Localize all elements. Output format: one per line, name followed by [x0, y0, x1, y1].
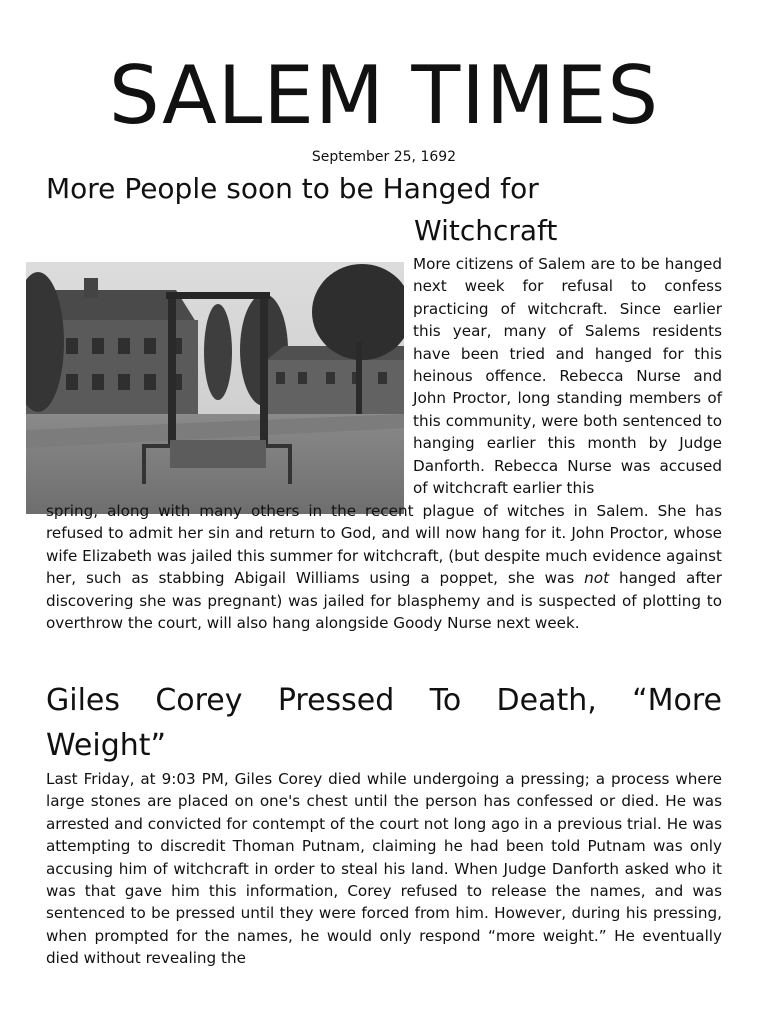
- masthead: SALEM TIMES: [108, 49, 660, 142]
- article1-text-a: spring, along with many others in the recent plague of witches in Salem. She has refused to admit her sin and return to God, and will now hang for it. John Proctor, whose wife Elizabeth was jailed this summer for witchcraft, (but despite much evidence against her, such as stabbing Abigail Williams using a poppet, she was: [46, 502, 722, 588]
- article1-emphasis: not: [584, 569, 610, 588]
- dateline: September 25, 1692: [311, 149, 457, 165]
- article1-headline-line2: Witchcraft: [414, 214, 558, 247]
- article2-body: Last Friday, at 9:03 PM, Giles Corey died while undergoing a pressing; a process where large stones are placed on one's chest until the person has confessed or died. He was arrested and convicted for contempt of the court not long ago in a previous trial. He was attempting to discredit Thoman Putnam, claiming he had been told Putnam was only accusing him of witchcraft in order to steal his land. When Judge Danforth asked who it was that gave him this information, Corey refused to release the names, and was sentenced to be pressed until they were forced from him. However, during his pressing, when prompted for the names, he would only respond “more weight.” He eventually died without revealing the: [46, 770, 722, 968]
- article2-headline: Giles Corey Pressed To Death, “More Weight”: [46, 683, 722, 763]
- article1-headline-line1: More People soon to be Hanged for: [46, 172, 539, 205]
- article1-headline: [46, 168, 726, 252]
- gallows-photo: [26, 262, 404, 514]
- article1-body-column: More citizens of Salem are to be hanged next week for refusal to confess practicing of witchcraft. Since earlier this year, many of Salems residents have been tried and hanged for this heinous offence. Rebecca Nurse and John Proctor, long standing members of this community, were both sentenced to hanging earlier this month by Judge Danforth. Rebecca Nurse was accused of witchcraft earlier this: [413, 255, 722, 498]
- article1-text-b: hanged after discovering she was pregnant) was jailed for blasphemy and is suspected of plotting to overthrow the court, will also hang alongside Goody Nurse next week.: [46, 569, 722, 633]
- article1-body-continued: [46, 500, 722, 634]
